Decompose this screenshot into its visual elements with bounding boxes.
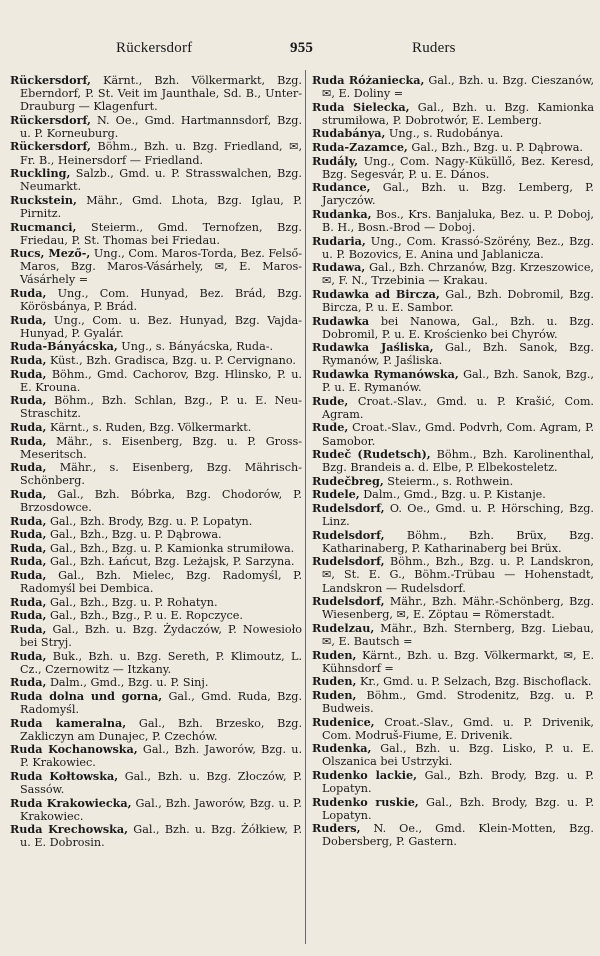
entry-text: Gal., Bzh. u. Bzg. Lemberg, P. Jaryczów. <box>322 181 594 208</box>
gazetteer-entry <box>10 515 302 528</box>
entry-name: Rudanka, <box>312 206 372 221</box>
entry-text: Croat.-Slav., Gmd. Podvrh, Com. Agram, P. Samobor. <box>322 421 594 448</box>
entry-name: Rucmanci, <box>10 219 77 234</box>
entry-name: Ruda Kochanowska, <box>10 742 138 757</box>
entry-text: Mähr., Bzh. Sternberg, Bzg. Liebau, ✉, E. Bautsch = <box>322 621 594 648</box>
entry-text: Kärnt., Bzh. Völkermarkt, Bzg. Eberndorf, P. St. Veit im Jaunthale, Sd. B., Unter-Drauburg — Klagenfurt. <box>20 74 302 114</box>
gazetteer-entry <box>10 596 302 609</box>
gazetteer-entry <box>312 622 594 648</box>
gazetteer-entry <box>10 650 302 676</box>
entry-name: Ruda, <box>10 419 47 434</box>
gazetteer-entry <box>312 689 594 715</box>
entry-name: Rudenka, <box>312 741 372 756</box>
gazetteer-entry <box>312 208 594 234</box>
entry-name: Ruckstein, <box>10 192 77 207</box>
gazetteer-entry <box>312 235 594 261</box>
entry-text: Gal., Bzh., Bzg., P. u. E. Ropczyce. <box>46 609 243 623</box>
entry-name: Rudawka Rymanówska, <box>312 367 459 382</box>
entry-name: Ruda, <box>10 648 47 663</box>
gazetteer-entry <box>312 769 594 795</box>
entry-text: Gal., Bzh. Dobromil, Bzg. Bircza, P. u. E. Sambor. <box>322 288 594 315</box>
gazetteer-entry <box>10 488 302 514</box>
gazetteer-entry <box>10 394 302 420</box>
entry-text: Gal., Bzh. u. Bzg. Kamionka strumiłowa, P. Dobrotwór, E. Lemberg. <box>322 100 594 127</box>
entry-text: Gal., Bzh. u. Bzg. Cieszanów, ✉, E. Doliny = <box>322 74 594 101</box>
entry-text: Gal., Bzh. u. Bzg. Lisko, P. u. E. Olszanica bei Ustrzyki. <box>322 742 594 769</box>
gazetteer-entry <box>10 247 302 286</box>
gazetteer-entry <box>312 502 594 528</box>
entry-text: Kr., Gmd. u. P. Selzach, Bzg. Bischoflack. <box>356 675 592 689</box>
entry-text: Küst., Bzh. Gradisca, Bzg. u. P. Cervignano. <box>46 353 296 367</box>
page-number: 955 <box>290 40 314 56</box>
gazetteer-entry <box>10 743 302 769</box>
entry-text: Croat.-Slav., Gmd. u. P. Drivenik, Com. Modruš-Fiume, E. Drivenik. <box>322 715 594 742</box>
gazetteer-entry <box>312 529 594 555</box>
page-header <box>0 40 600 62</box>
entry-name: Rudaria, <box>312 233 366 248</box>
entry-text: Ung., Com. Hunyad, Bez. Brád, Bzg. Körösbánya, P. Brád. <box>20 287 302 314</box>
gazetteer-entry <box>312 448 594 474</box>
gazetteer-entry <box>312 74 594 100</box>
gazetteer-entry <box>10 140 302 166</box>
entry-name: Rude, <box>312 420 349 435</box>
entry-text: Böhm., Bzh., Bzg. u. P. Landskron, ✉, St. E. G., Böhm.-Trübau — Hohenstadt, Landskron — Rudelsdorf. <box>322 555 594 595</box>
entry-name: Ruders, <box>312 821 361 836</box>
entry-text: bei Nanowa, Gal., Bzh. u. Bzg. Dobromil, P. u. E. Krościenko bei Chyrów. <box>322 314 594 341</box>
entry-name: Ruda, <box>10 352 47 367</box>
entry-text: Ung., s. Bányácska, Ruda-. <box>117 340 274 354</box>
entry-name: Ruda, <box>10 675 47 690</box>
entry-name: Ruda, <box>10 594 47 609</box>
entry-text: Kärnt., Bzh. u. Bzg. Völkermarkt, ✉, E. Kühnsdorf = <box>322 648 594 675</box>
entry-text: Gal., Bzh. Brody, Bzg. u. P. Lopatyn. <box>322 768 594 795</box>
column-divider <box>305 70 306 944</box>
entry-text: Gal., Bzh. Łańcut, Bzg. Leżajsk, P. Sarzyna. <box>46 555 295 569</box>
entry-text: Croat.-Slav., Gmd. u. P. Krašić, Com. Agram. <box>322 394 594 421</box>
entry-text: N. Oe., Gmd. Klein-Motten, Bzg. Dobersberg, P. Gastern. <box>322 822 594 849</box>
gazetteer-entry <box>10 823 302 849</box>
entry-text: Steierm., Gmd. Ternofzen, Bzg. Friedau, P. St. Thomas bei Friedau. <box>20 220 302 247</box>
entry-text: Gal., Bzh., Bzg. u. P. Dąbrowa. <box>46 528 222 542</box>
gazetteer-entry <box>10 287 302 313</box>
entry-text: Buk., Bzh. u. Bzg. Sereth, P. Klimoutz, L. Cz., Czernowitz — Itzkany. <box>20 649 302 676</box>
entry-text: Ung., Com. Krassó-Szörény, Bez., Bzg. u. P. Bozovics, E. Anina und Jablanicza. <box>322 234 594 261</box>
entry-name: Ruckling, <box>10 166 71 181</box>
entry-text: Gal., Bzh. Brody, Bzg. u. P. Lopatyn. <box>322 795 594 822</box>
entry-name: Rudelzau, <box>312 620 375 635</box>
gazetteer-entry <box>10 569 302 595</box>
header-last-entry: Ruders <box>412 40 456 56</box>
gazetteer-entry <box>312 649 594 675</box>
entry-name: Rude, <box>312 393 349 408</box>
gazetteer-entry <box>312 822 594 848</box>
entry-name: Rudawka Jaśliska, <box>312 340 434 355</box>
gazetteer-entry <box>312 101 594 127</box>
gazetteer-entry <box>312 261 594 287</box>
entry-name: Ruda, <box>10 393 47 408</box>
entry-text: Steierm., s. Rothwein. <box>383 474 514 488</box>
gazetteer-entry <box>10 609 302 622</box>
gazetteer-entry <box>312 141 594 154</box>
entry-text: Gal., Bzh. u. Bzg. Żółkiew, P. u. E. Dobrosin. <box>20 823 302 850</box>
entry-name: Ruda, <box>10 312 47 327</box>
gazetteer-entry <box>10 314 302 340</box>
gazetteer-entry <box>312 155 594 181</box>
entry-text: Salzb., Gmd. u. P. Strasswalchen, Bzg. Neumarkt. <box>20 167 302 194</box>
gazetteer-entry <box>312 796 594 822</box>
entry-name: Ruda-Bányácska, <box>10 339 118 354</box>
entry-name: Ruda, <box>10 486 47 501</box>
entry-text: Ung., Com. u. Bez. Hunyad, Bzg. Vajda-Hunyad, P. Gyalár. <box>20 313 302 340</box>
entry-name: Rückersdorf, <box>10 74 91 87</box>
entry-text: Gal., Bzh. u. Bzg. Złoczów, P. Sassów. <box>20 769 302 796</box>
entry-name: Ruda Sielecka, <box>312 99 410 114</box>
entry-name: Rudawka ad Bircza, <box>312 287 440 301</box>
entry-name: Ruda, <box>10 286 47 300</box>
gazetteer-entry <box>10 717 302 743</box>
gazetteer-entry <box>10 461 302 487</box>
gazetteer-entry <box>10 421 302 434</box>
entry-name: Rudelsdorf, <box>312 554 385 569</box>
entry-text: Gal., Bzh. Sanok, Bzg. Rymanów, P. Jaśliska. <box>322 341 594 368</box>
entry-name: Ruda Krakowiecka, <box>10 795 132 810</box>
gazetteer-entry <box>10 435 302 461</box>
entry-name: Ruda-Zazamce, <box>312 139 408 154</box>
entry-name: Rudelsdorf, <box>312 527 385 542</box>
header-first-entry: Rückersdorf <box>116 40 193 56</box>
entry-name: Rückersdorf, <box>10 112 91 127</box>
gazetteer-entry <box>312 742 594 768</box>
entry-name: Rudawka <box>312 313 370 328</box>
gazetteer-entry <box>312 488 594 501</box>
gazetteer-entry <box>10 770 302 796</box>
gazetteer-entry <box>312 555 594 594</box>
entry-text: Gal., Bzh. Jaworów, Bzg. u. P. Krakowiec. <box>20 743 302 770</box>
gazetteer-entry <box>10 797 302 823</box>
entry-name: Rudance, <box>312 180 371 195</box>
entry-text: Gal., Bzh. Brody, Bzg. u. P. Lopatyn. <box>46 514 253 528</box>
gazetteer-entry <box>10 368 302 394</box>
entry-text: Gal., Gmd. Ruda, Bzg. Radomyśl. <box>20 689 302 716</box>
entry-name: Ruda Kołtowska, <box>10 768 119 783</box>
entry-text: Böhm., Bzh. u. Bzg. Friedland, ✉, Fr. B., Heinersdorf — Friedland. <box>20 140 302 167</box>
entry-name: Rudenko ruskie, <box>312 794 419 809</box>
entry-name: Rudabánya, <box>312 126 386 141</box>
entry-text: Böhm., Gmd. Strodenitz, Bzg. u. P. Budweis. <box>322 688 594 715</box>
left-column <box>10 74 302 944</box>
gazetteer-entry <box>10 74 302 113</box>
entry-text: Böhm., Bzh. Karolinenthal, Bzg. Brandeis a. d. Elbe, P. Elbekosteletz. <box>322 448 594 475</box>
entry-name: Ruda dolna und gorna, <box>10 688 163 703</box>
entry-name: Rucs, Mező-, <box>10 246 91 261</box>
gazetteer-entry <box>312 288 594 314</box>
gazetteer-entry <box>312 421 594 447</box>
gazetteer-entry <box>312 315 594 341</box>
entry-text: O. Oe., Gmd. u. P. Hörsching, Bzg. Linz. <box>322 502 594 529</box>
gazetteer-entry <box>10 194 302 220</box>
entry-name: Ruda, <box>10 366 47 381</box>
entry-name: Ruda, <box>10 460 47 475</box>
entry-text: Gal., Bzh. Jaworów, Bzg. u. P. Krakowiec. <box>20 796 302 823</box>
entry-text: Dalm., Gmd., Bzg. u. P. Kistanje. <box>359 488 546 502</box>
entry-name: Ruda kameralna, <box>10 715 127 730</box>
entry-name: Ruden, <box>312 674 357 689</box>
entry-text: Mähr., s. Eisenberg, Bzg. u. P. Gross-Meseritsch. <box>20 434 302 461</box>
entry-text: Mähr., Gmd. Lhota, Bzg. Iglau, P. Pirnitz. <box>20 193 302 220</box>
entry-name: Rudele, <box>312 487 360 502</box>
gazetteer-entry <box>312 341 594 367</box>
gazetteer-entry <box>10 221 302 247</box>
entry-text: N. Oe., Gmd. Hartmannsdorf, Bzg. u. P. Korneuburg. <box>20 113 302 140</box>
gazetteer-entry <box>10 354 302 367</box>
entry-text: Bos., Krs. Banjaluka, Bez. u. P. Doboj, B. H., Bosn.-Brod — Doboj. <box>322 207 594 235</box>
gazetteer-entry <box>312 395 594 421</box>
gazetteer-entry <box>312 595 594 621</box>
gazetteer-entry <box>312 675 594 688</box>
gazetteer-entry <box>10 528 302 541</box>
entry-text: Gal., Bzh. Mielec, Bzg. Radomyśl, P. Radomyśl bei Dembica. <box>20 568 302 596</box>
entry-name: Ruda, <box>10 621 47 636</box>
gazetteer-entry <box>10 542 302 555</box>
entry-name: Ruda, <box>10 608 47 623</box>
entry-name: Ruda, <box>10 554 47 569</box>
right-column <box>312 74 594 944</box>
entry-text: Böhm., Bzh. Schlan, Bzg., P. u. E. Neu-Straschitz. <box>20 394 302 421</box>
entry-text: Böhm., Bzh. Brüx, Bzg. Katharinaberg, P. Katharinaberg bei Brüx. <box>322 528 594 555</box>
gazetteer-entry <box>312 368 594 394</box>
gazetteer-entry <box>10 340 302 353</box>
gazetteer-entry <box>10 555 302 568</box>
entry-name: Rudenko lackie, <box>312 767 417 782</box>
gazetteer-entry <box>10 676 302 689</box>
gazetteer-entry <box>312 475 594 488</box>
entry-name: Ruda Krechowska, <box>10 822 129 837</box>
entry-name: Ruda, <box>10 527 47 542</box>
entry-name: Rudály, <box>312 153 359 168</box>
entry-text: Gal., Bzh., Bzg. u. P. Kamionka strumiłowa. <box>46 541 295 555</box>
entry-text: Böhm., Gmd. Cachorov, Bzg. Hlinsko, P. u. E. Krouna. <box>20 367 302 394</box>
entry-name: Ruda, <box>10 540 47 555</box>
entry-name: Ruden, <box>312 647 357 662</box>
entry-text: Mähr., Bzh. Mähr.-Schönberg, Bzg. Wiesenberg, ✉, E. Zöptau = Römerstadt. <box>322 595 594 622</box>
entry-name: Ruda, <box>10 513 47 528</box>
entry-name: Ruda, <box>10 433 47 448</box>
entry-name: Rudečbreg, <box>312 473 384 488</box>
entry-text: Kärnt., s. Ruden, Bzg. Völkermarkt. <box>46 420 252 434</box>
entry-text: Gal., Bzh. u. Bzg. Żydaczów, P. Nowesioło bei Stryj. <box>20 622 302 649</box>
entry-name: Ruda, <box>10 567 47 582</box>
entry-text: Gal., Bzh. Chrzanów, Bzg. Krzeszowice, ✉, F. N., Trzebinia — Krakau. <box>322 261 594 288</box>
entry-text: Dalm., Gmd., Bzg. u. P. Sinj. <box>46 676 209 690</box>
entry-text: Gal., Bzh. Sanok, Bzg., P. u. E. Rymanów. <box>322 368 594 395</box>
gazetteer-entry <box>10 167 302 193</box>
gazetteer-entry <box>312 716 594 742</box>
entry-text: Ung., Com. Nagy-Küküllő, Bez. Keresd, Bzg. Segesvár, P. u. E. Dános. <box>322 154 594 181</box>
gazetteer-entry <box>10 623 302 649</box>
entry-text: Gal., Bzh., Bzg. u. P. Rohatyn. <box>46 595 218 609</box>
entry-text: Gal., Bzh., Bzg. u. P. Dąbrowa. <box>407 140 583 154</box>
entry-name: Ruden, <box>312 687 357 702</box>
entry-name: Rudeč (Rudetsch), <box>312 447 431 462</box>
entry-name: Rudenice, <box>312 714 375 729</box>
entry-text: Gal., Bzh. Bóbrka, Bzg. Chodorów, P. Brzosdowce. <box>20 487 302 514</box>
entry-name: Rudelsdorf, <box>312 501 385 515</box>
entry-name: Ruda Różaniecka, <box>312 74 425 87</box>
gazetteer-entry <box>10 690 302 716</box>
entry-text: Gal., Bzh. Brzesko, Bzg. Zakliczyn am Dunajec, P. Czechów. <box>20 716 302 743</box>
gazetteer-entry <box>10 114 302 140</box>
entry-name: Rudelsdorf, <box>312 594 385 609</box>
gazetteer-entry <box>312 181 594 207</box>
entry-text: Ung., s. Rudobánya. <box>385 127 504 141</box>
entry-name: Rudawa, <box>312 260 366 275</box>
gazetteer-entry <box>312 127 594 140</box>
entry-name: Rückersdorf, <box>10 139 91 154</box>
entry-text: Mähr., s. Eisenberg, Bzg. Mährisch-Schönberg. <box>20 461 302 488</box>
entry-text: Ung., Com. Maros-Torda, Bez. Felső-Maros, Bzg. Maros-Vásárhely, ✉, E. Maros-Vásárhely = <box>20 247 302 287</box>
